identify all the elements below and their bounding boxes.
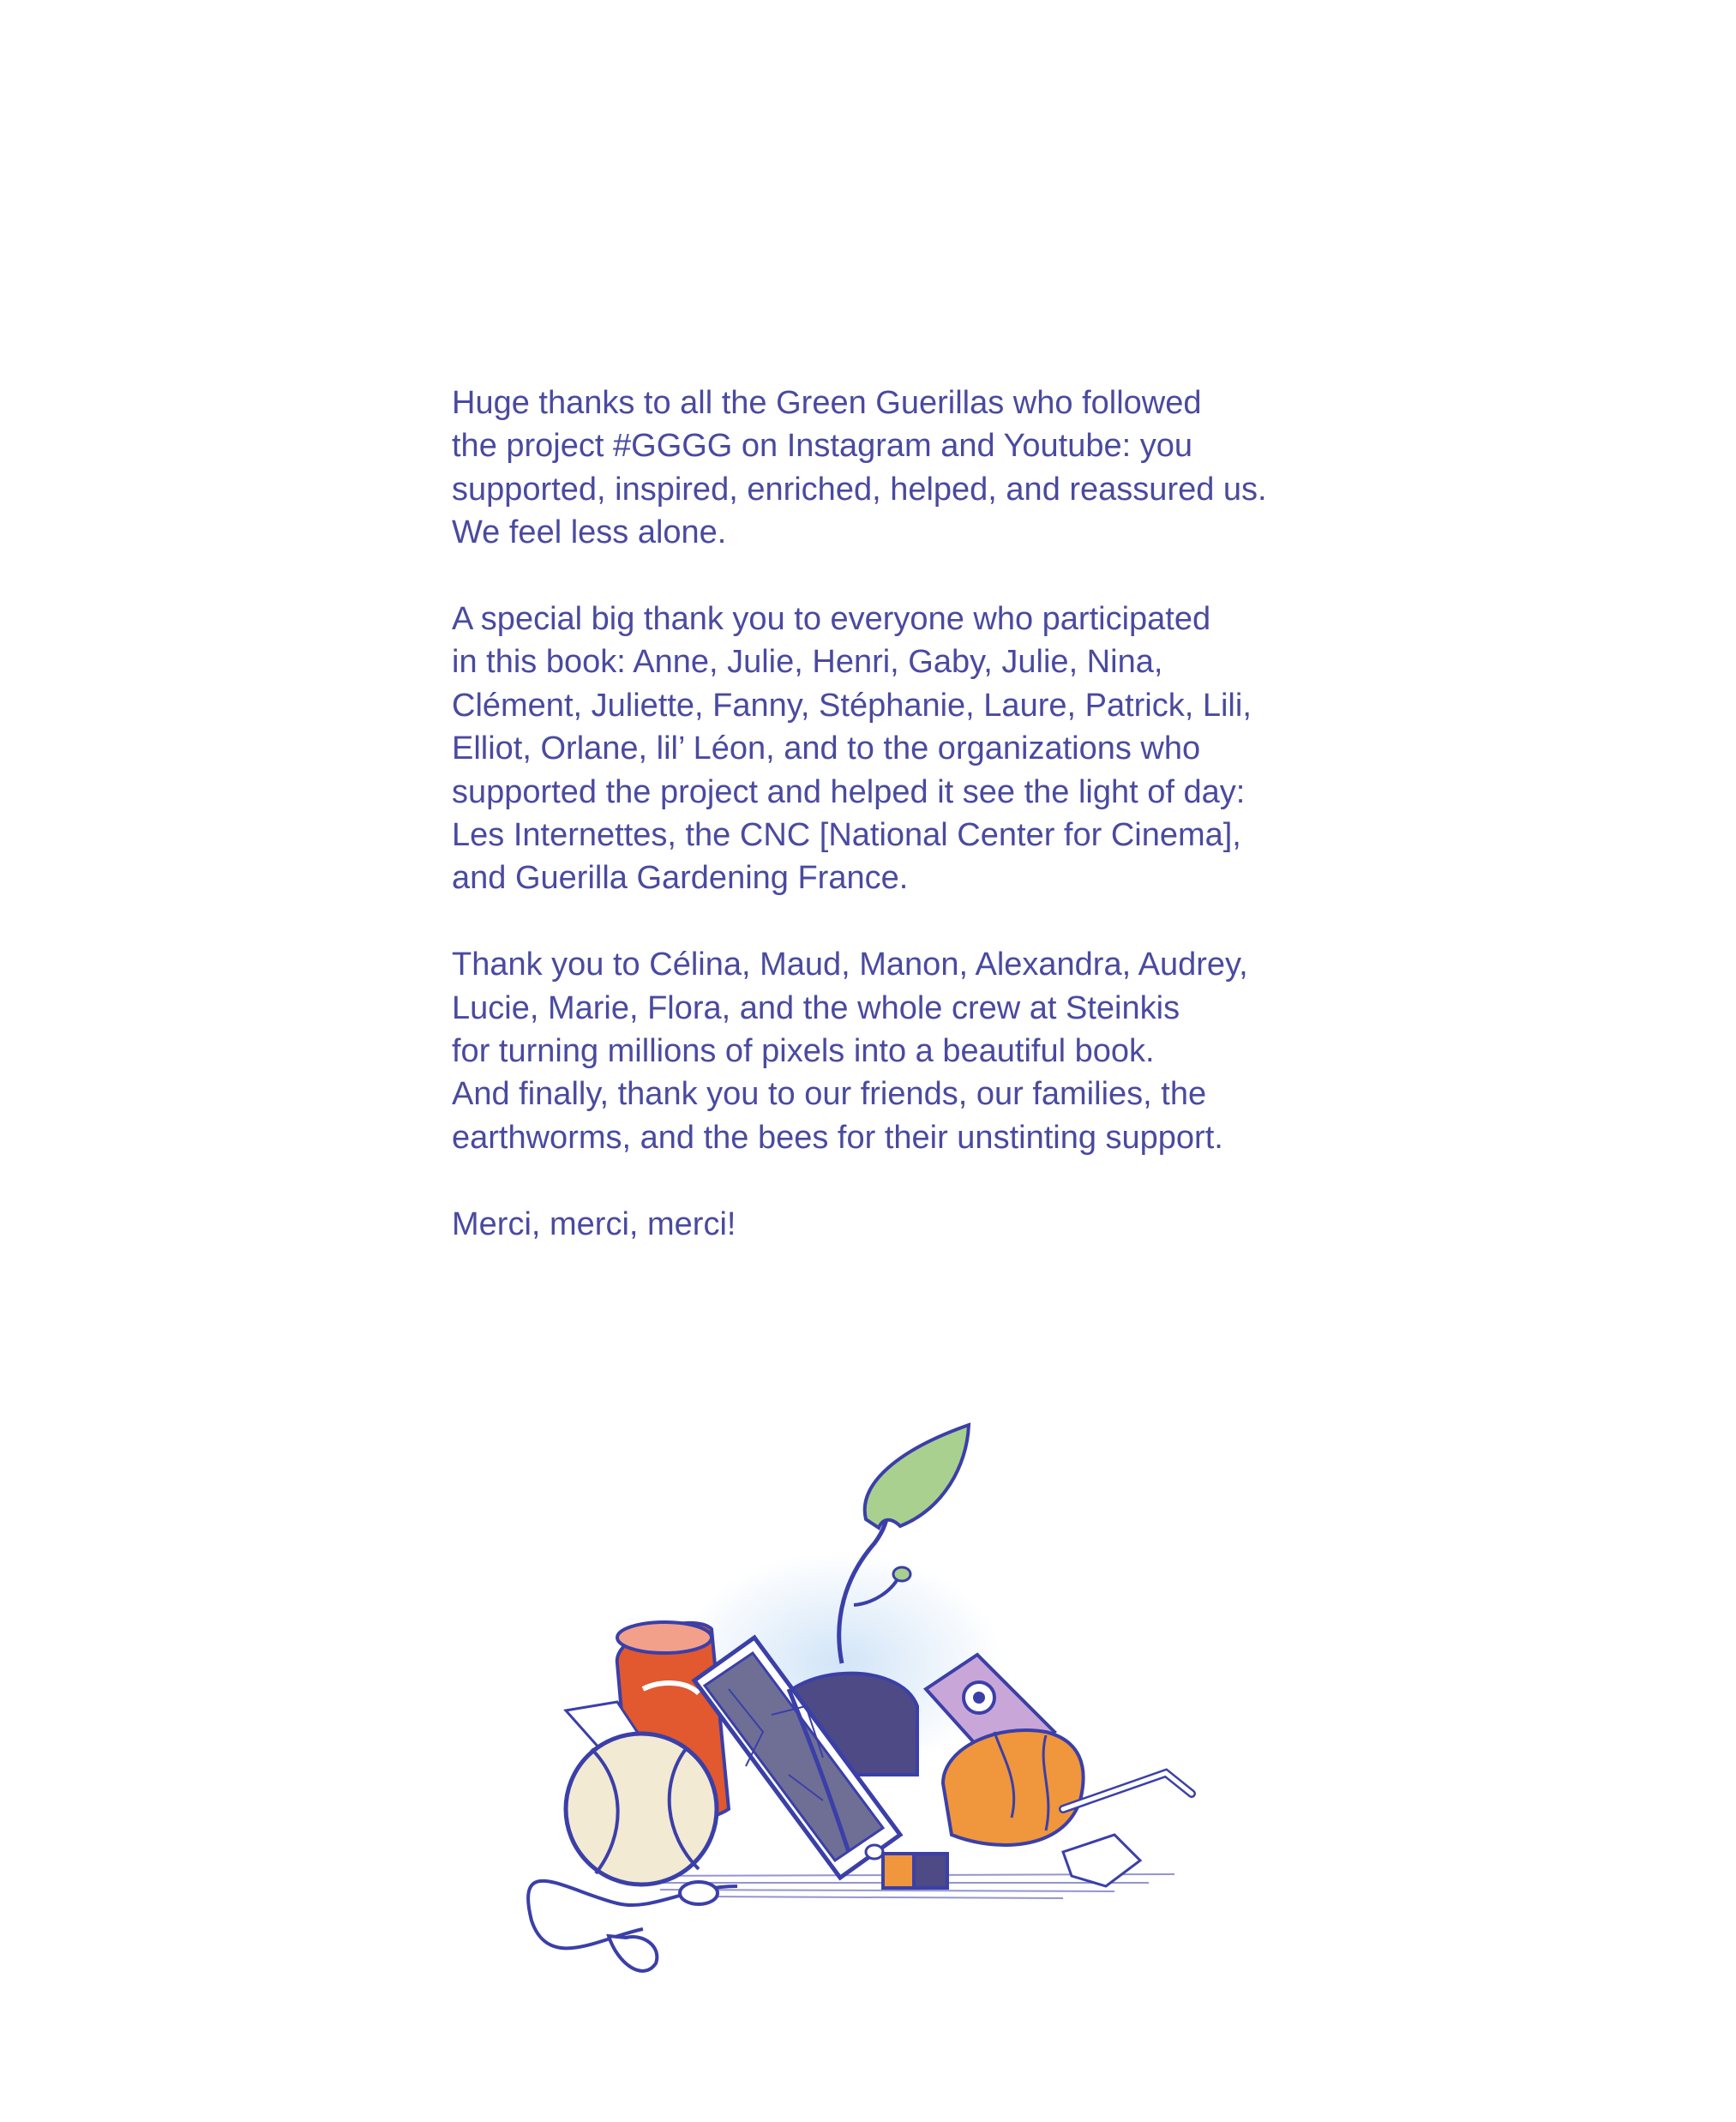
text-line: in this book: Anne, Julie, Henri, Gaby, Julie, Nina, xyxy=(452,644,1163,681)
paragraph-green-guerillas xyxy=(452,382,1361,555)
text-line: the project #GGGG on Instagram and Youtube: you xyxy=(452,428,1192,465)
battery-icon xyxy=(883,1854,947,1888)
text-line: earthworms, and the bees for their unstinting support. xyxy=(452,1119,1223,1156)
text-line: Huge thanks to all the Green Guerillas who followed xyxy=(452,385,1202,421)
paragraph-steinkis-crew xyxy=(452,943,1361,1159)
text-line: and Guerilla Gardening France. xyxy=(452,860,909,897)
paragraph-merci xyxy=(452,1203,1361,1246)
text-line: supported the project and helped it see the light of day: xyxy=(452,773,1246,810)
earphones-icon xyxy=(528,1881,737,1971)
acknowledgements-text xyxy=(452,382,1361,1289)
baseball-icon xyxy=(566,1734,717,1885)
paragraph-participants xyxy=(452,598,1361,900)
text-line: Thank you to Célina, Maud, Manon, Alexandra, Audrey, xyxy=(452,947,1248,983)
text-line: We feel less alone. xyxy=(452,514,727,551)
text-line: for turning millions of pixels into a beautiful book. xyxy=(452,1033,1155,1070)
text-line: A special big thank you to everyone who participated xyxy=(452,601,1211,638)
text-line: Lucie, Marie, Flora, and the whole crew at Steinkis xyxy=(452,989,1180,1026)
text-line: Elliot, Orlane, lil’ Léon, and to the organizations who xyxy=(452,730,1201,767)
trash-pile-sprout-illustration xyxy=(514,1406,1217,2006)
text-line: And finally, thank you to our friends, our families, the xyxy=(452,1076,1207,1113)
text-line: Clément, Juliette, Fanny, Stéphanie, Laure, Patrick, Lili, xyxy=(452,687,1252,724)
text-line: Les Internettes, the CNC [National Center for Cinema], xyxy=(452,817,1241,854)
text-line: Merci, merci, merci! xyxy=(452,1205,736,1242)
package-icon xyxy=(943,1730,1084,1845)
text-line: supported, inspired, enriched, helped, and reassured us. xyxy=(452,471,1267,508)
